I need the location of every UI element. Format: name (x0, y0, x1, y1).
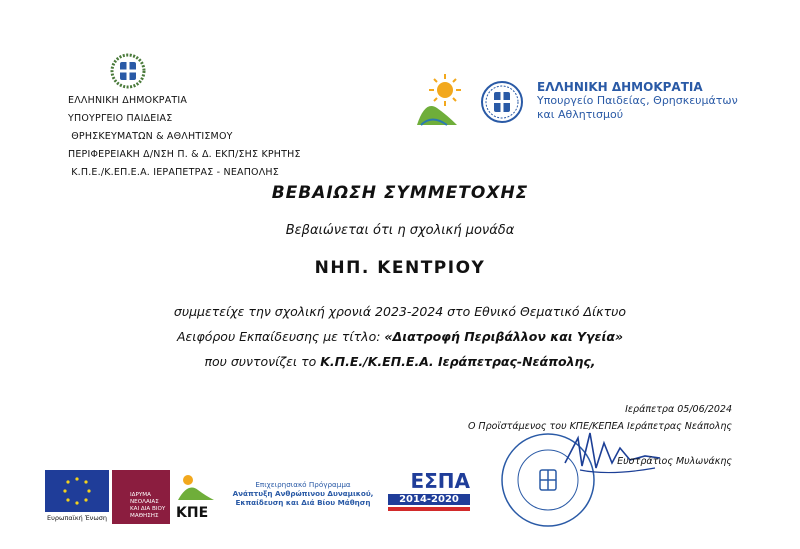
signatory-name: Ευστράτιος Μυλωνάκης (617, 456, 732, 467)
body-line-3-pre: που συντονίζει το (204, 354, 321, 369)
signatory-role: Ο Προϊστάμενος του ΚΠΕ/ΚΕΠΕΑ Ιεράπετρας Νεάπολης (467, 421, 732, 432)
program-line3: Εκπαίδευση και Διά Βίου Μάθηση (235, 498, 371, 507)
body-line-2 (0, 324, 800, 349)
network-logo-icon (407, 70, 467, 132)
ministry-line2: Υπουργείο Παιδείας, Θρησκευμάτων (537, 94, 738, 107)
program-title: «Διατροφή Περιβάλλον και Υγεία» (384, 329, 624, 344)
header-line: Κ.Π.Ε./Κ.ΕΠ.Ε.Α. ΙΕΡΑΠΕΤΡΑΣ - ΝΕΑΠΟΛΗΣ (68, 167, 279, 178)
body-line-2-pre: Αειφόρου Εκπαίδευσης με τίτλο: (176, 329, 385, 344)
espa-title: ΕΣΠΑ (410, 469, 470, 493)
espa-years: 2014-2020 (388, 494, 470, 505)
ministry-logo-text (537, 80, 738, 122)
inedivim-label: ΙΔΡΥΜΑ ΝΕΟΛΑΙΑΣ ΚΑΙ ΔΙΑ ΒΙΟΥ ΜΑΘΗΣΗΣ (130, 492, 166, 519)
ministry-line3: και Αθλητισμού (537, 108, 624, 121)
espa-logo (388, 470, 470, 522)
body-line-3 (0, 349, 800, 374)
place-date: Ιεράπετρα 05/06/2024 (625, 404, 732, 415)
header-line: ΕΛΛΗΝΙΚΗ ΔΗΜΟΚΡΑΤΙΑ (68, 95, 188, 106)
espa-bar (388, 507, 470, 511)
header-line: ΘΡΗΣΚΕΥΜΑΤΩΝ & ΑΘΛΗΤΙΣΜΟΥ (68, 131, 233, 142)
inedivim-logo (112, 470, 170, 524)
program-line2: Ανάπτυξη Ανθρώπινου Δυναμικού, (232, 489, 374, 498)
certificate-body (0, 299, 800, 374)
eu-label: Ευρωπαϊκή Ένωση (46, 514, 107, 522)
header-line: ΠΕΡΙΦΕΡΕΙΑΚΗ Δ/ΝΣΗ Π. & Δ. ΕΚΠ/ΣΗΣ ΚΡΗΤΗΣ (68, 149, 301, 160)
center-name: Κ.Π.Ε./Κ.ΕΠ.Ε.Α. Ιεράπετρας-Νεάπολης, (320, 354, 596, 369)
program-text (222, 480, 384, 507)
header-line: ΥΠΟΥΡΓΕΙΟ ΠΑΙΔΕΙΑΣ (68, 113, 173, 124)
ministry-emblem-icon (480, 80, 524, 124)
certificate-intro: Βεβαιώνεται ότι η σχολική μονάδα (285, 223, 515, 238)
program-line1: Επιχειρησιακό Πρόγραμμα (255, 480, 351, 489)
header-block (68, 95, 301, 185)
certificate-title: ΒΕΒΑΙΩΣΗ ΣΥΜΜΕΤΟΧΗΣ (271, 183, 529, 203)
handwritten-signature-icon (560, 418, 670, 488)
kpe-label: ΚΠΕ (176, 505, 209, 521)
ministry-line1: ΕΛΛΗΝΙΚΗ ΔΗΜΟΚΡΑΤΙΑ (537, 80, 703, 94)
body-line-1: συμμετείχε την σχολική χρονιά 2023-2024 στο Εθνικό Θεματικό Δίκτυο (173, 304, 627, 319)
school-name: ΝΗΠ. ΚΕΝΤΡΙΟΥ (314, 258, 486, 278)
kpe-logo-icon (176, 470, 216, 504)
greek-emblem-icon (110, 53, 146, 89)
